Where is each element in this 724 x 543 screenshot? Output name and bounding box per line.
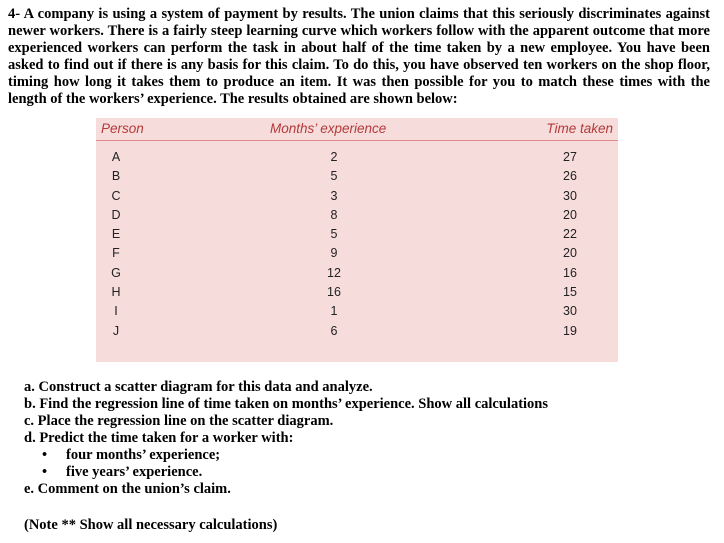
cell-person: D: [111, 207, 121, 222]
cell-months: 1: [330, 304, 338, 319]
table-row: [96, 226, 618, 245]
cell-person: J: [112, 323, 120, 338]
table-header: [96, 118, 618, 141]
cell-time: 16: [563, 265, 577, 280]
cell-time: 20: [563, 207, 577, 222]
table-row: [96, 245, 618, 264]
cell-person: E: [111, 227, 121, 242]
cell-months: 5: [330, 169, 338, 184]
cell-time: 22: [563, 227, 577, 242]
table-row: [96, 168, 618, 187]
bullet-icon: •: [42, 447, 48, 463]
cell-months: 5: [330, 227, 338, 242]
table-row: [96, 323, 618, 342]
cell-person: C: [111, 188, 121, 203]
header-person: Person: [101, 121, 144, 136]
cell-months: 3: [330, 188, 338, 203]
header-months-experience: Months’ experience: [270, 121, 387, 136]
cell-person: I: [114, 304, 118, 319]
bullet-item: [24, 464, 704, 481]
table-row: [96, 149, 618, 168]
cell-months: 16: [327, 285, 341, 300]
table-row: [96, 284, 618, 303]
cell-time: 26: [563, 169, 577, 184]
bullet-text: four months’ experience;: [66, 447, 221, 463]
problem-intro: 4- A company is using a system of payment by results. The union claims that this seriously discriminates against newer workers. There is a fairly steep learning curve which workers follow with the apparent outcome that more experienced workers can perform the task in about half of the time taken by a new employee. You have been asked to find out if there is any basis for this claim. To do this, you have observed ten workers on the shop floor, timing how long it takes them to produce an item. It was then possible for you to match these times with the length of the workers’ experience. The results obtained are shown below:: [8, 6, 710, 107]
cell-person: H: [111, 285, 121, 300]
cell-time: 30: [563, 188, 577, 203]
question-a: a. Construct a scatter diagram for this data and analyze.: [24, 379, 373, 395]
question-e: e. Comment on the union’s claim.: [24, 481, 231, 497]
table-body: [96, 149, 618, 342]
cell-months: 12: [327, 265, 341, 280]
bullet-text: five years’ experience.: [66, 464, 203, 480]
table-row: [96, 265, 618, 284]
cell-person: G: [111, 265, 121, 280]
question-list: [24, 379, 704, 498]
cell-time: 30: [563, 304, 577, 319]
question-b: b. Find the regression line of time taken on months’ experience. Show all calculations: [24, 396, 549, 412]
question-d-bullets: [24, 447, 704, 481]
question-d: d. Predict the time taken for a worker with:: [24, 430, 294, 446]
bullet-icon: •: [42, 464, 48, 480]
question-c: c. Place the regression line on the scatter diagram.: [24, 413, 334, 429]
cell-time: 27: [563, 150, 577, 164]
header-time-taken: Time taken: [546, 121, 613, 136]
cell-time: 19: [563, 323, 577, 338]
table-row: [96, 303, 618, 322]
table-row: [96, 207, 618, 226]
cell-months: 6: [330, 323, 338, 338]
bullet-item: [24, 447, 704, 464]
cell-months: 8: [330, 207, 338, 222]
cell-time: 20: [563, 246, 577, 261]
cell-time: 15: [563, 285, 577, 300]
cell-months: 9: [330, 246, 338, 261]
cell-person: F: [112, 246, 120, 261]
cell-person: B: [111, 169, 121, 184]
cell-months: 2: [330, 150, 338, 164]
table-row: [96, 188, 618, 207]
data-table: [96, 118, 618, 362]
note: (Note ** Show all necessary calculations): [24, 517, 278, 533]
cell-person: A: [111, 150, 121, 164]
